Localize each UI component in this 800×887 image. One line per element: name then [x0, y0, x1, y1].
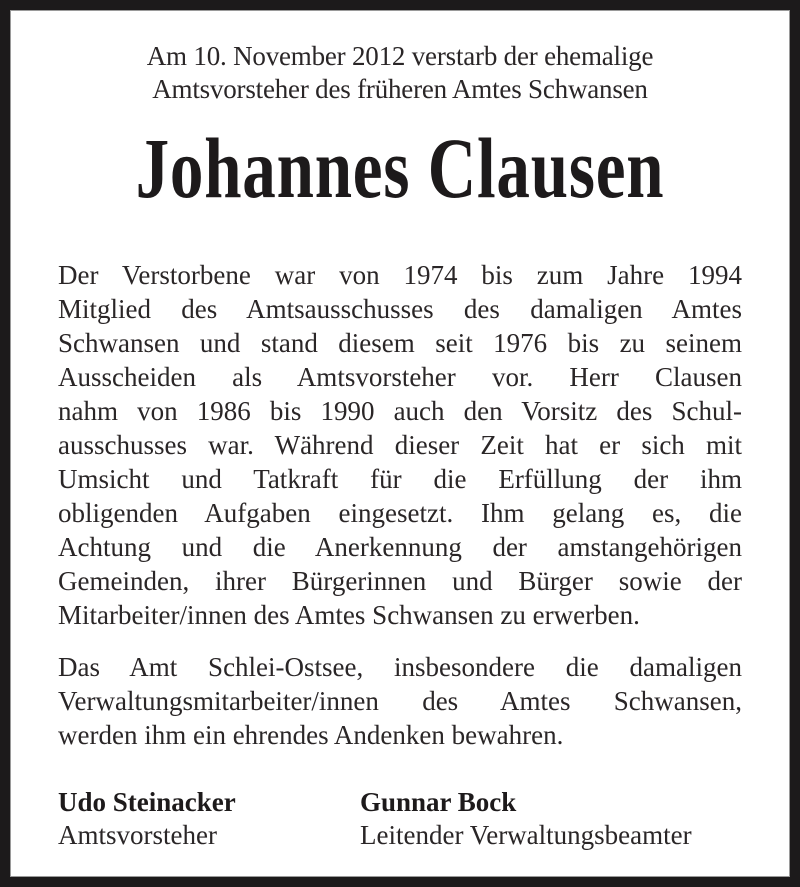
paragraph-line: Schwansen und stand diesem seit 1976 bis zu seinem	[58, 328, 742, 358]
deceased-name-heading	[10, 118, 790, 218]
signatory-role: Leitender Verwaltungsbeamter	[360, 820, 692, 850]
paragraph-line: ausschusses war. Während dieser Zeit hat er sich mit	[58, 430, 742, 460]
tribute-paragraph	[58, 258, 742, 632]
obituary-notice	[10, 10, 790, 877]
remembrance-paragraph	[58, 650, 742, 752]
paragraph-line: Ausscheiden als Amtsvorsteher vor. Herr Clausen	[58, 362, 742, 392]
paragraph-line: Der Verstorbene war von 1974 bis zum Jahre 1994	[58, 260, 742, 290]
paragraph-line: obligenden Aufgaben eingesetzt. Ihm gelang es, die	[58, 498, 742, 528]
signatory-name: Gunnar Bock	[360, 787, 517, 817]
intro-text	[10, 40, 790, 106]
paragraph-line: Mitglied des Amtsausschusses des damaligen Amtes	[58, 294, 742, 324]
paragraph-line: nahm von 1986 bis 1990 auch den Vorsitz des Schul-	[58, 396, 742, 426]
paragraph-line: Achtung und die Anerkennung der amstangehörigen	[58, 532, 742, 562]
signatory-name: Udo Steinacker	[58, 787, 236, 817]
deceased-name: Johannes Clausen	[135, 120, 665, 216]
paragraph-line: werden ihm ein ehrendes Andenken bewahren.	[58, 720, 564, 750]
paragraph-line: Gemeinden, ihrer Bürgerinnen und Bürger sowie der	[58, 566, 742, 596]
signatory-role: Amtsvorsteher	[58, 820, 217, 850]
signature-verwaltungsbeamter	[360, 786, 692, 852]
obituary-body	[58, 258, 742, 752]
paragraph-line: Mitarbeiter/innen des Amtes Schwansen zu erwerben.	[58, 600, 640, 630]
paragraph-line: Das Amt Schlei-Ostsee, insbesondere die damaligen	[58, 652, 742, 682]
signature-amtsvorsteher	[58, 786, 236, 852]
intro-line: Am 10. November 2012 verstarb der ehemalige	[146, 41, 654, 71]
paragraph-line: Verwaltungsmitarbeiter/innen des Amtes Schwansen,	[58, 686, 742, 716]
intro-line: Amtsvorsteher des früheren Amtes Schwansen	[152, 74, 648, 104]
paragraph-line: Umsicht und Tatkraft für die Erfüllung der ihm	[58, 464, 742, 494]
